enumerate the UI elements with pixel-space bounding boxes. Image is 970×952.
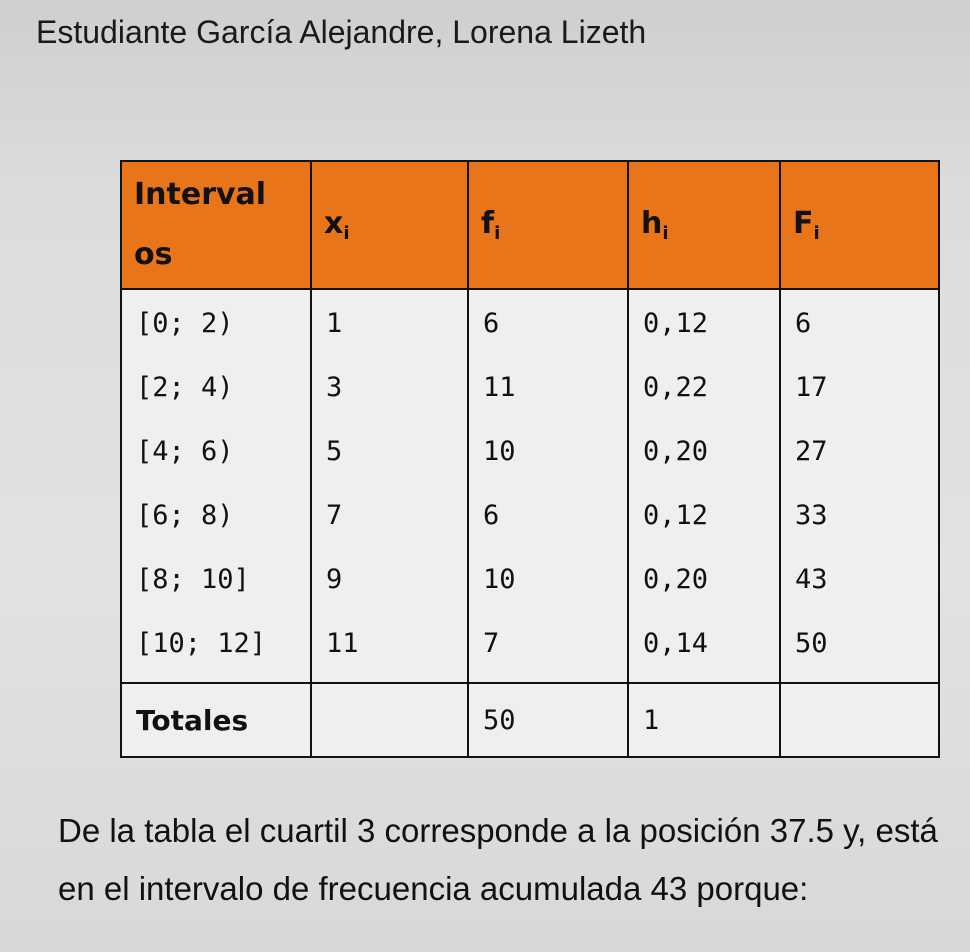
header-interval: Interval os (121, 161, 311, 289)
cell-x: 3 (311, 356, 468, 420)
totals-f: 50 (468, 683, 628, 757)
cell-f: 6 (468, 289, 628, 356)
cell-h: 0,12 (628, 289, 780, 356)
cell-h: 0,20 (628, 548, 780, 612)
cell-interval: [4; 6) (121, 420, 311, 484)
cell-x: 7 (311, 484, 468, 548)
cell-interval: [6; 8) (121, 484, 311, 548)
table-header-row (121, 161, 939, 289)
totals-x-empty (311, 683, 468, 757)
cell-interval: [2; 4) (121, 356, 311, 420)
cell-x: 5 (311, 420, 468, 484)
student-name: Estudiante García Alejandre, Lorena Lizeth (36, 14, 647, 50)
question-text: De la tabla el cuartil 3 corresponde a la posición 37.5 y, está en el intervalo de frecuencia acumulada 43 porque: (58, 812, 938, 907)
totals-F-empty (780, 683, 939, 757)
cell-F: 43 (780, 548, 939, 612)
table-row (121, 612, 939, 683)
cell-f: 6 (468, 484, 628, 548)
cell-f: 7 (468, 612, 628, 683)
table-row (121, 420, 939, 484)
cell-f: 10 (468, 548, 628, 612)
frequency-table (120, 160, 940, 758)
totals-h: 1 (628, 683, 780, 757)
cell-F: 33 (780, 484, 939, 548)
cell-interval: [8; 10] (121, 548, 311, 612)
cell-h: 0,22 (628, 356, 780, 420)
header-h: $h_i$ (628, 161, 780, 289)
totals-label: Totales (121, 683, 311, 757)
frequency-table-container (120, 160, 940, 758)
header-f: $f_i$ (468, 161, 628, 289)
cell-x: 1 (311, 289, 468, 356)
cell-h: 0,12 (628, 484, 780, 548)
table-row (121, 289, 939, 356)
cell-F: 27 (780, 420, 939, 484)
cell-h: 0,20 (628, 420, 780, 484)
totals-row (121, 683, 939, 757)
cell-x: 9 (311, 548, 468, 612)
table-row (121, 484, 939, 548)
cell-F: 17 (780, 356, 939, 420)
cell-F: 50 (780, 612, 939, 683)
cell-h: 0,14 (628, 612, 780, 683)
header-F: $F_i$ (780, 161, 939, 289)
cell-F: 6 (780, 289, 939, 356)
cell-x: 11 (311, 612, 468, 683)
cell-f: 11 (468, 356, 628, 420)
cell-f: 10 (468, 420, 628, 484)
header-x: $x_i$ (311, 161, 468, 289)
table-row (121, 548, 939, 612)
cell-interval: [0; 2) (121, 289, 311, 356)
cell-interval: [10; 12] (121, 612, 311, 683)
table-row (121, 356, 939, 420)
